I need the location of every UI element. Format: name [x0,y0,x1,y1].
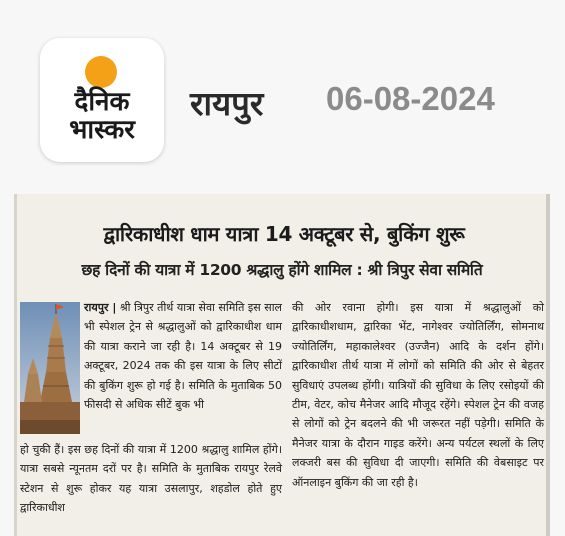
article-subheadline: छह दिनों की यात्रा में 1200 श्रद्धालु होंगे शामिल : श्री त्रिपुर सेवा समिति [81,261,483,279]
article-body-col2: की ओर रवाना होगी। इस यात्रा में श्रद्धालुओं को द्वारिकाधीशधाम, द्वारिका भेंट, नागेश्वर ज्योतिर्लिंग, सोमनाथ ज्योतिर्लिंग, महाकालेश्वर (उज्जैन) आदि के दर्शन होंगे। द्वारिकाधीश तीर्थ यात्रा में लोगों को समिति की ओर से बेहतर सुविधाएं उपलब्ध होंगी। यात्रियों की सुविधा के लिए रसोइयों की टीम, वेटर, कोच मैनेजर आदि मौजूद रहेंगे। स्पेशल ट्रेन की वजह से लोगों को ट्रेन बदलने की भी जरूरत नहीं पड़ेगी। समिति के मैनेजर यात्रा के दौरान गाइड करेंगे। अन्य पर्यटल स्थलों के लिए लक्जरी बस की सुविधा दी जाएगी। समिति की वेबसाइट पर ऑनलाइन बुकिंग की जा रही है। [292,301,544,489]
column-rule [546,194,550,536]
header-bar [0,0,565,178]
article-dateline: रायपुर | [84,301,117,314]
logo-text-line1: दैनिक [74,87,130,117]
temple-photo [20,302,80,434]
edition-city: रायपुर [190,84,264,123]
article-headline: द्वारिकाधीश धाम यात्रा 14 अक्टूबर से, बुकिंग शुरू [103,222,465,246]
dainik-bhaskar-logo [40,38,164,162]
article-text: श्री त्रिपुर तीर्थ यात्रा सेवा समिति इस साल भी स्पेशल ट्रेन से श्रद्धालुओं को द्वारिकाधीश धाम की यात्रा कराने जा रही है। 14 अक्टूबर से 19 अक्टूबर, 2024 तक की इस यात्रा के लिए सीटों की बुकिंग शुरू हो गई है। समिति के मुताबिक 50 फीसदी से अधिक सीटें बुक भी [84,301,282,412]
sun-icon [85,56,117,88]
edition-date: 06-08-2024 [326,80,495,117]
logo-text-line2: भास्कर [69,115,135,145]
newspaper-clipping [14,194,550,536]
article-body-col1-bottom: हो चुकी हैं। इस छह दिनों की यात्रा में 1200 श्रद्धालु शामिल होंगे। यात्रा सबसे न्यूनतम दरों पर है। समिति के मुताबिक रायपुर रेलवे स्टेशन से शुरू होकर यह यात्रा उसलापुर, शहडोल होते हुए द्वारिकाधीश [20,443,282,515]
column-rule [14,194,17,536]
article-body-col1-top [84,298,282,414]
